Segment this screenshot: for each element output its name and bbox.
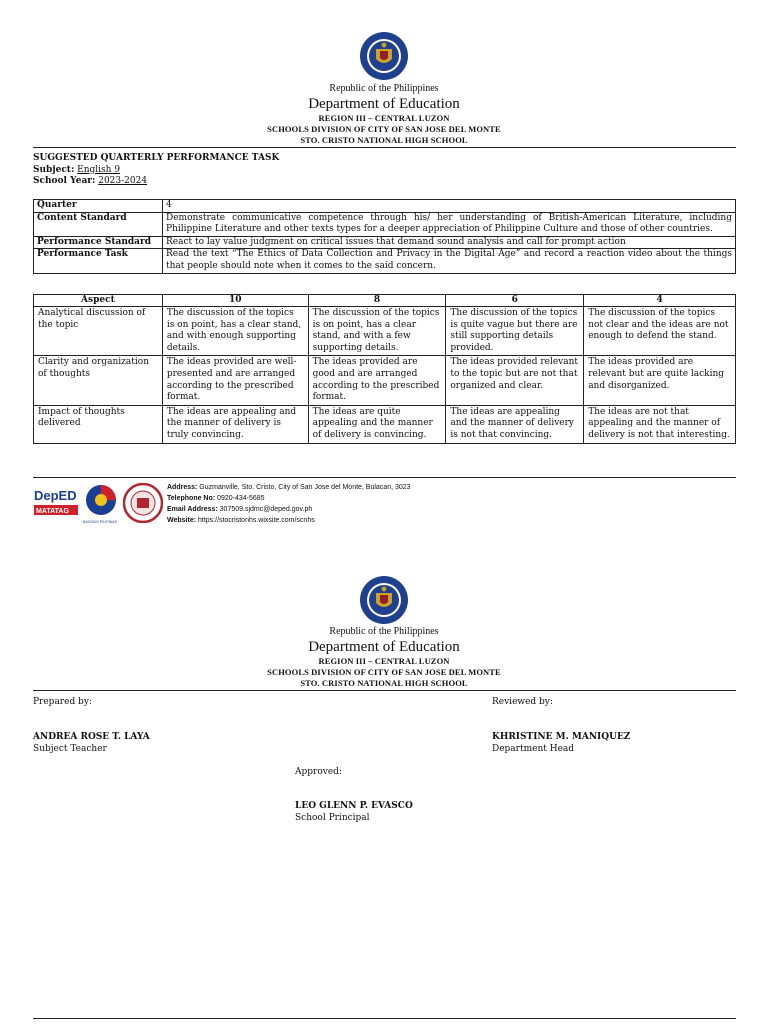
subject-line: Subject: English 9 xyxy=(33,164,121,175)
rubric-row xyxy=(34,356,736,405)
rubric-criteria-cell: The discussion of the topics is on point, has a clear stand, and with a few supporting details. xyxy=(308,307,446,356)
info-key: Quarter xyxy=(34,200,163,213)
header-divider-2 xyxy=(33,690,736,691)
info-row xyxy=(34,236,736,249)
rubric-criteria-cell: The discussion of the topics is quite vague but there are still supporting details provided. xyxy=(446,307,584,356)
region-label-2: REGION III – CENTRAL LUZON xyxy=(318,656,450,666)
email-line: Email Address: 307509.sjdmc@deped.gov.ph xyxy=(167,506,313,513)
prepared-by-block xyxy=(33,731,150,755)
svg-text:DepED: DepED xyxy=(34,488,77,503)
division-label: SCHOOLS DIVISION OF CITY OF SAN JOSE DEL MONTE xyxy=(267,124,501,134)
bagong-pilipinas-logo xyxy=(82,483,120,525)
reviewed-by-label: Reviewed by: xyxy=(492,697,553,707)
approved-role: School Principal xyxy=(295,813,370,823)
phone-line: Telephone No: 0920-434-5685 xyxy=(167,495,265,502)
info-row xyxy=(34,200,736,213)
prepared-by-name: ANDREA ROSE T. LAYA xyxy=(33,732,150,742)
department-title: Department of Education xyxy=(308,96,460,112)
rubric-criteria-cell: The ideas provided are relevant but are quite lacking and disorganized. xyxy=(584,356,736,405)
deped-seal-icon xyxy=(359,575,409,625)
info-key: Performance Standard xyxy=(34,236,163,249)
footer-divider xyxy=(33,477,736,478)
info-value: 4 xyxy=(163,200,736,213)
rubric-aspect-cell: Clarity and organization of thoughts xyxy=(34,356,163,405)
rubric-criteria-cell: The ideas are appealing and the manner of delivery is not that convincing. xyxy=(446,405,584,443)
task-info-table xyxy=(33,199,736,274)
rubric-criteria-cell: The ideas are appealing and the manner of delivery is truly convincing. xyxy=(162,405,308,443)
school-year-line: School Year: 2023-2024 xyxy=(33,176,148,186)
task-meta xyxy=(33,153,279,188)
info-row xyxy=(34,212,736,236)
school-label: STO. CRISTO NATIONAL HIGH SCHOOL xyxy=(300,135,468,145)
republic-label: Republic of the Philippines xyxy=(329,83,439,94)
rubric-criteria-cell: The ideas provided relevant to the topic but are not that organized and clear. xyxy=(446,356,584,405)
rubric-header-cell: 10 xyxy=(162,295,308,307)
svg-text:MATATAG: MATATAG xyxy=(36,508,69,515)
rubric-row xyxy=(34,405,736,443)
svg-text:BAGONG PILIPINAS: BAGONG PILIPINAS xyxy=(83,520,117,524)
school-logo xyxy=(123,483,163,523)
rubric-criteria-cell: The discussion of the topics is on point, has a clear stand, and with enough supporting details. xyxy=(162,307,308,356)
info-value: React to lay value judgment on critical issues that demand sound analysis and call for prompt action xyxy=(163,236,736,249)
rubric-criteria-cell: The ideas are quite appealing and the manner of delivery is convincing. xyxy=(308,405,446,443)
rubric-aspect-cell: Analytical discussion of the topic xyxy=(34,307,163,356)
region-label: REGION III – CENTRAL LUZON xyxy=(318,113,450,123)
rubric-row xyxy=(34,307,736,356)
info-value: Demonstrate communicative competence through his/ her understanding of British-American Literature, including Philippine Literature and other texts types for a deeper appreciation of Philippine Culture and those of other countries. xyxy=(163,212,736,236)
header-divider xyxy=(33,147,736,148)
rubric-table xyxy=(33,294,736,444)
website-line: Website: https://stocristonhs.wixsite.com/scnhs xyxy=(167,517,315,524)
approved-label: Approved: xyxy=(295,767,342,777)
reviewed-by-name: KHRISTINE M. MANIQUEZ xyxy=(492,732,631,742)
rubric-header-cell: Aspect xyxy=(34,295,163,307)
rubric-header-cell: 4 xyxy=(584,295,736,307)
deped-seal-icon xyxy=(359,31,409,81)
rubric-criteria-cell: The ideas are not that appealing and the manner of delivery is not that interesting. xyxy=(584,405,736,443)
rubric-criteria-cell: The ideas provided are well-presented and are arranged according to the prescribed format. xyxy=(162,356,308,405)
info-row xyxy=(34,249,736,273)
page-bottom-divider xyxy=(33,1018,736,1019)
prepared-by-role: Subject Teacher xyxy=(33,744,107,754)
address-line: Address: Guzmanville, Sto. Cristo, City of San Jose del Monte, Bulacan, 3023 xyxy=(167,484,411,491)
department-title-2: Department of Education xyxy=(308,639,460,655)
task-title: SUGGESTED QUARTERLY PERFORMANCE TASK xyxy=(33,153,280,163)
school-label-2: STO. CRISTO NATIONAL HIGH SCHOOL xyxy=(300,678,468,688)
rubric-header-cell: 6 xyxy=(446,295,584,307)
reviewed-by-role: Department Head xyxy=(492,744,575,754)
prepared-by-label: Prepared by: xyxy=(33,697,92,707)
rubric-criteria-cell: The discussion of the topics not clear and the ideas are not enough to defend the stand. xyxy=(584,307,736,356)
approved-block xyxy=(295,800,413,824)
school-contact-info xyxy=(167,482,411,526)
rubric-criteria-cell: The ideas provided are good and are arranged according to the prescribed format. xyxy=(308,356,446,405)
division-label-2: SCHOOLS DIVISION OF CITY OF SAN JOSE DEL MONTE xyxy=(267,667,501,677)
deped-matatag-logo xyxy=(33,483,79,523)
rubric-aspect-cell: Impact of thoughts delivered xyxy=(34,405,163,443)
reviewed-by-block xyxy=(492,731,630,755)
rubric-header-cell: 8 xyxy=(308,295,446,307)
info-key: Performance Task xyxy=(34,249,163,273)
approved-name: LEO GLENN P. EVASCO xyxy=(295,801,413,811)
info-value: Read the text “The Ethics of Data Collection and Privacy in the Digital Age” and record a reaction video about the things that people should note when it comes to the said concern. xyxy=(163,249,736,273)
info-key: Content Standard xyxy=(34,212,163,236)
republic-label-2: Republic of the Philippines xyxy=(329,626,439,637)
